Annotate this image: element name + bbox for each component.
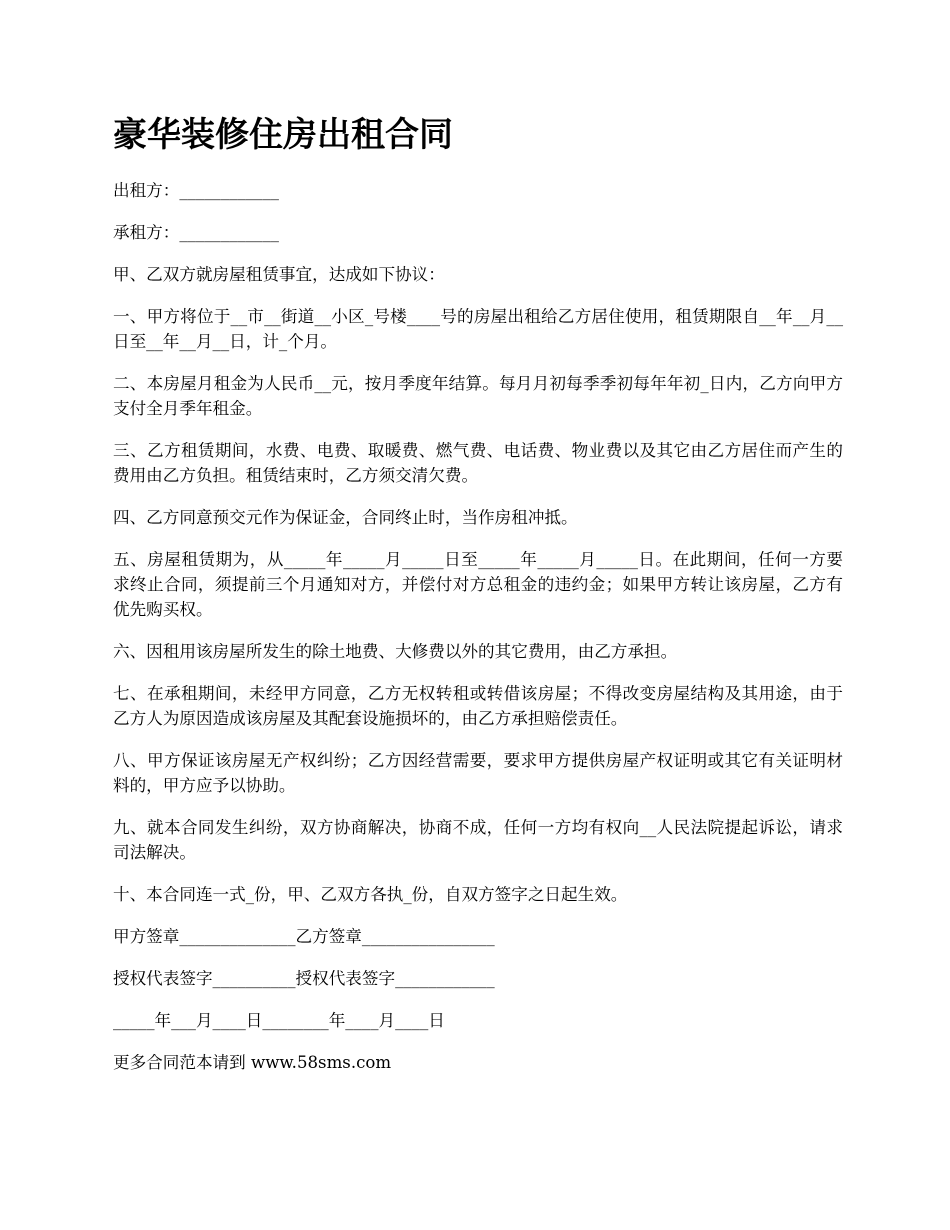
clause-2: 二、本房屋月租金为人民币__元，按月季度年结算。每月月初每季季初每年年初_日内，乙方向甲方支付全月季年租金。 bbox=[113, 374, 843, 418]
date-line: _____年___月____日________年____月____日 bbox=[113, 1011, 445, 1030]
document-body bbox=[113, 178, 843, 1092]
clause-5: 五、房屋租赁期为，从_____年_____月_____日至_____年_____月_____日。在此期间，任何一方要求终止合同，须提前三个月通知对方，并偿付对方总租金的违约金；如果甲方转让该房屋，乙方有优先购买权。 bbox=[113, 550, 843, 619]
clause-1: 一、甲方将位于__市__街道__小区_号楼____号的房屋出租给乙方居住使用，租赁期限自__年__月__日至__年__月__日，计_个月。 bbox=[113, 307, 843, 351]
clause-9: 九、就本合同发生纠纷，双方协商解决，协商不成，任何一方均有权向__人民法院提起诉讼，请求司法解决。 bbox=[113, 818, 843, 862]
clause-10: 十、本合同连一式_份，甲、乙双方各执_份，自双方签字之日起生效。 bbox=[113, 885, 628, 904]
signature-line: 甲方签章______________乙方签章________________ bbox=[113, 927, 495, 946]
clause-7: 七、在承租期间，未经甲方同意，乙方无权转租或转借该房屋；不得改变房屋结构及其用途，由于乙方人为原因造成该房屋及其配套设施损坏的，由乙方承担赔偿责任。 bbox=[113, 684, 843, 728]
clause-8: 八、甲方保证该房屋无产权纠纷；乙方因经营需要，要求甲方提供房屋产权证明或其它有关证明材料的，甲方应予以协助。 bbox=[113, 751, 843, 795]
document-title: 豪华装修住房出租合同 bbox=[113, 115, 453, 155]
clause-4: 四、乙方同意预交元作为保证金，合同终止时，当作房租冲抵。 bbox=[113, 508, 578, 527]
clause-6: 六、因租用该房屋所发生的除土地费、大修费以外的其它费用，由乙方承担。 bbox=[113, 642, 678, 661]
lessee-line: 承租方：____________ bbox=[113, 223, 279, 242]
footer-link-text: 更多合同范本请到 www.58sms.com bbox=[113, 1053, 392, 1072]
clause-3: 三、乙方租赁期间，水费、电费、取暖费、燃气费、电话费、物业费以及其它由乙方居住而产生的费用由乙方负担。租赁结束时，乙方须交清欠费。 bbox=[113, 441, 843, 485]
agreement-intro: 甲、乙双方就房屋租赁事宜，达成如下协议： bbox=[113, 265, 445, 284]
lessor-line: 出租方：____________ bbox=[113, 181, 279, 200]
representative-signature-line: 授权代表签字__________授权代表签字____________ bbox=[113, 969, 495, 988]
